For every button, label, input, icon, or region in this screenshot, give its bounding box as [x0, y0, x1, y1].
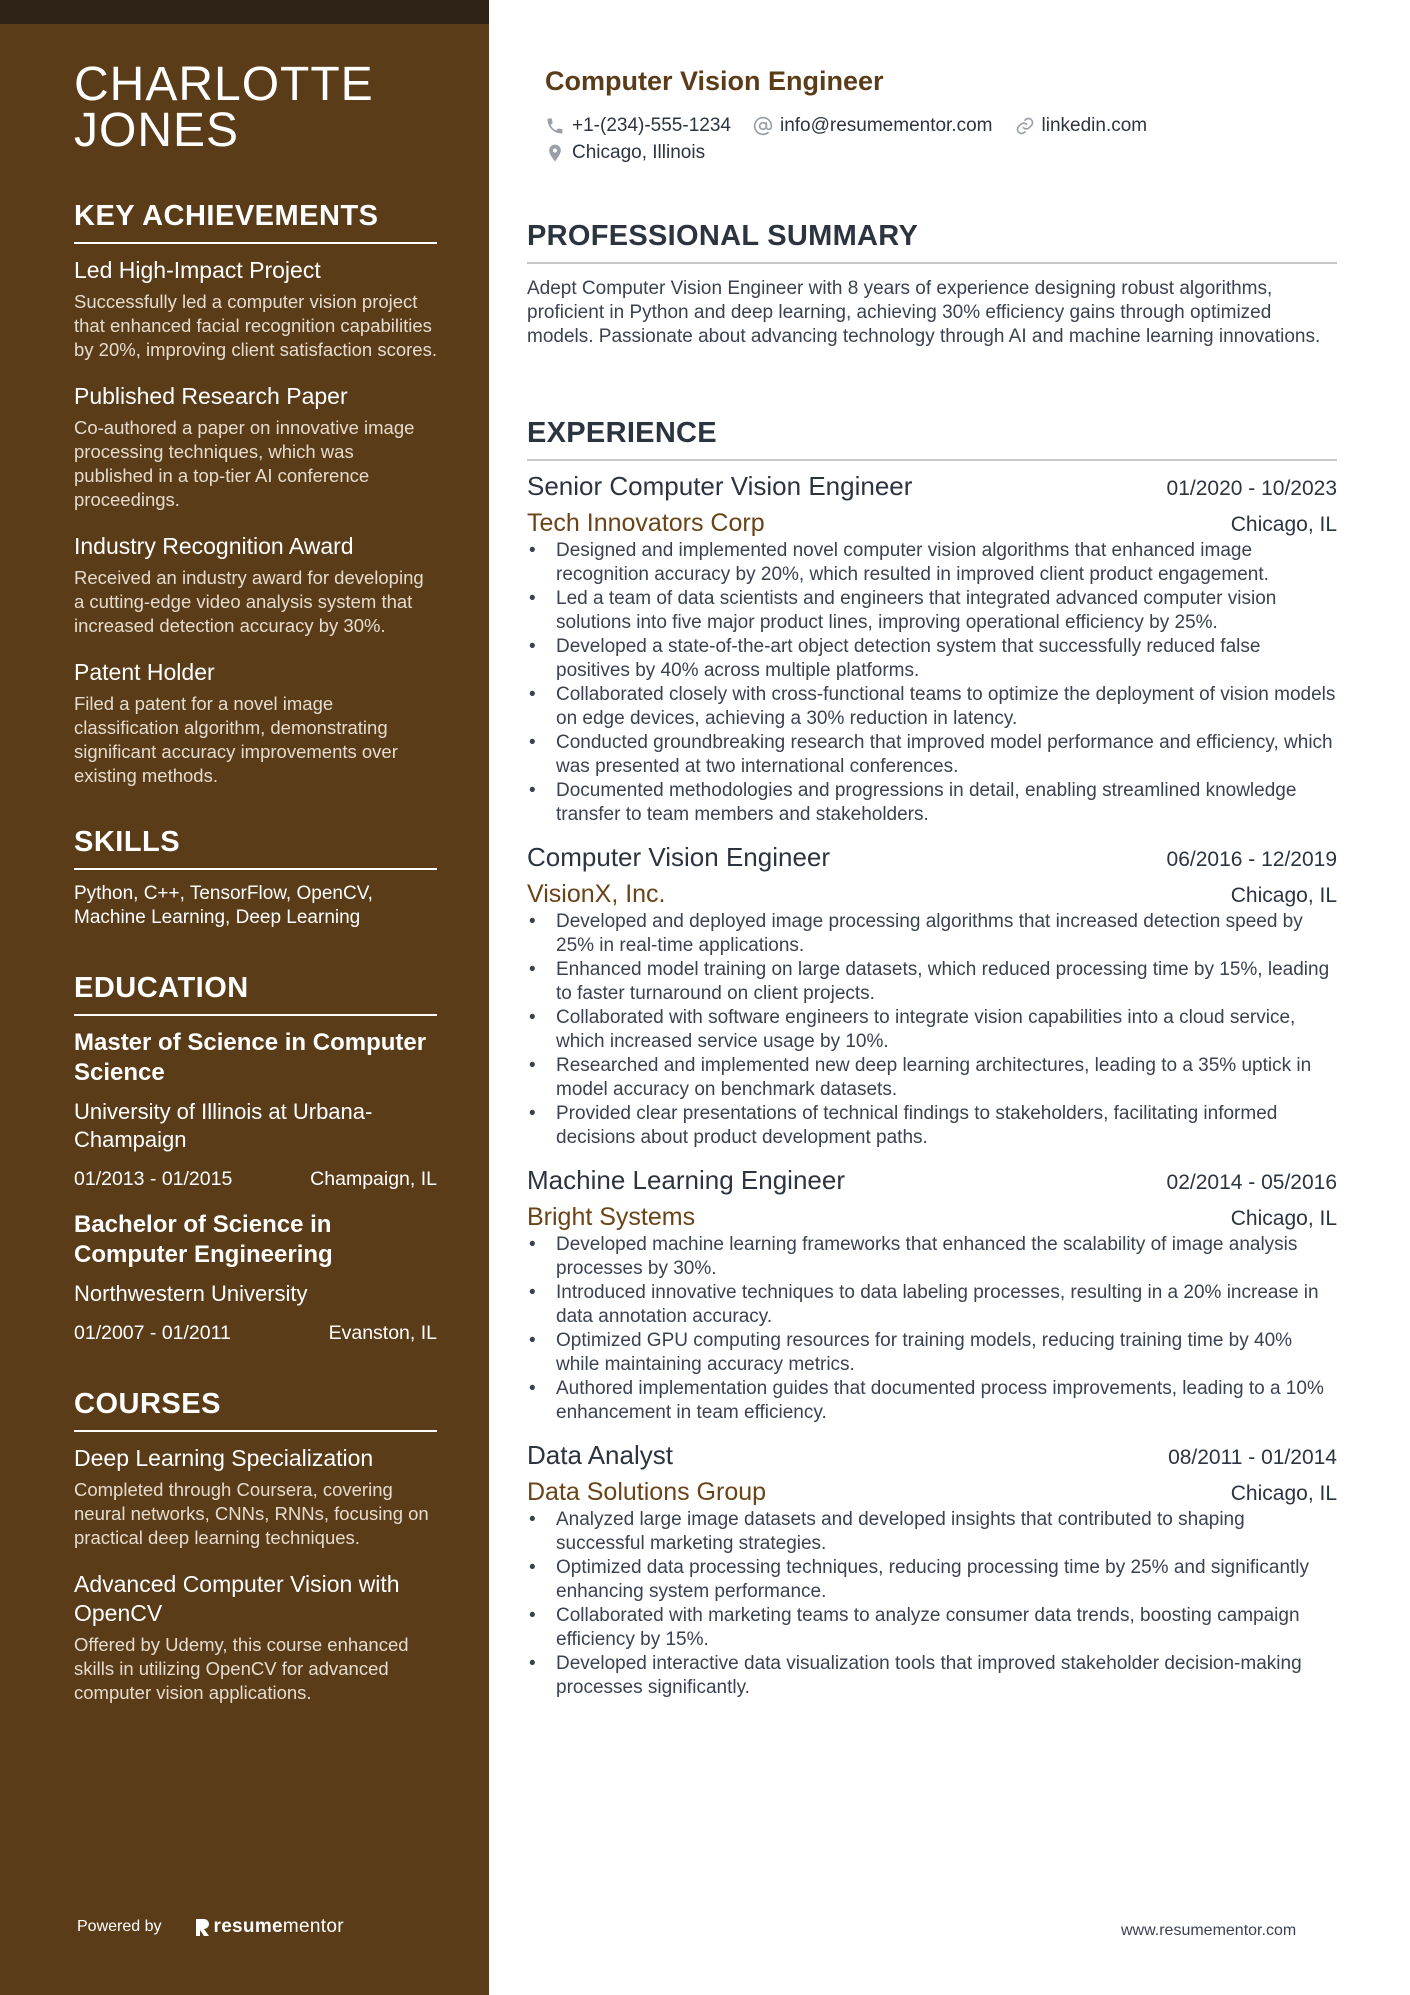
company-row	[527, 507, 1337, 539]
achievement-title: Published Research Paper	[74, 383, 348, 409]
contact-row	[545, 139, 1335, 166]
contact-row	[545, 112, 1335, 139]
education-heading: EDUCATION	[74, 970, 437, 1016]
job-header	[527, 1163, 1337, 1197]
bullet-item: • Provided clear presentations of technical findings to stakeholders, facilitating informed decisions about product development paths.	[527, 1102, 1337, 1150]
skills-heading: SKILLS	[74, 824, 437, 870]
name-line: JONES	[74, 104, 240, 157]
job-bullets	[527, 1508, 1337, 1700]
phone-icon	[545, 116, 565, 136]
link-icon	[1015, 116, 1035, 136]
bullet-item: • Collaborated with software engineers to integrate vision capabilities into a cloud service, which increased service usage by 10%.	[527, 1006, 1337, 1054]
job-company: Data Solutions Group	[527, 1478, 767, 1506]
achievement-item	[74, 658, 437, 788]
experience-list	[527, 469, 1337, 1713]
contact-linkedin[interactable]	[1015, 112, 1148, 139]
job-bullets	[527, 1233, 1337, 1425]
achievement-desc: Filed a patent for a novel image classification algorithm, demonstrating significant accuracy improvements over existing methods.	[74, 693, 398, 786]
education-degree: Master of Science in Computer Science	[74, 1029, 427, 1086]
experience-item	[527, 1163, 1337, 1425]
bullet-item: • Optimized data processing techniques, reducing processing time by 25% and significantly enhancing system performance.	[527, 1556, 1337, 1604]
bullet-item: • Developed a state-of-the-art object detection system that successfully reduced false positives by 40% across multiple platforms.	[527, 635, 1337, 683]
education-dates: 01/2007 - 01/2011	[74, 1322, 231, 1344]
course-item	[74, 1444, 437, 1550]
job-location: Chicago, IL	[1230, 1482, 1337, 1505]
bullet-item: • Researched and implemented new deep learning architectures, leading to a 35% uptick in model accuracy on benchmark datasets.	[527, 1054, 1337, 1102]
course-desc: Completed through Coursera, covering neural networks, CNNs, RNNs, focusing on practical deep learning techniques.	[74, 1479, 429, 1548]
job-dates: 08/2011 - 01/2014	[1168, 1446, 1337, 1469]
brand-logo[interactable]	[194, 1916, 344, 1938]
skills-section	[74, 824, 437, 930]
education-school: University of Illinois at Urbana-Champaign	[74, 1099, 373, 1152]
bullet-item: • Conducted groundbreaking research that improved model performance and efficiency, which was presented at two international conferences.	[527, 731, 1337, 779]
brand-light: mentor	[282, 1916, 344, 1937]
map-pin-icon	[545, 143, 565, 163]
bullet-item: • Enhanced model training on large datasets, which reduced processing time by 15%, leading to faster turnaround on client projects.	[527, 958, 1337, 1006]
bullet-item: • Developed interactive data visualization tools that improved stakeholder decision-making processes significantly.	[527, 1652, 1337, 1700]
education-item	[74, 1210, 437, 1346]
summary-text: Adept Computer Vision Engineer with 8 years of experience designing robust algorithms, proficient in Python and deep learning, achieving 30% efficiency gains through optimized models. Passionate about advancing technology through AI and machine learning innovations.	[527, 278, 1321, 347]
bullet-item: • Authored implementation guides that documented process improvements, leading to a 10% enhancement in team efficiency.	[527, 1377, 1337, 1425]
job-bullets	[527, 539, 1337, 827]
achievement-item	[74, 256, 437, 362]
courses-section	[74, 1386, 437, 1705]
summary-heading: PROFESSIONAL SUMMARY	[527, 218, 1337, 264]
education-degree: Bachelor of Science in Computer Engineering	[74, 1211, 333, 1268]
candidate-name	[74, 58, 437, 157]
sidebar-top-band	[0, 0, 489, 24]
email-text: info@resumementor.com	[779, 115, 993, 136]
job-header	[527, 840, 1337, 874]
bullet-item: • Collaborated closely with cross-functional teams to optimize the deployment of vision models on edge devices, achieving a 30% reduction in latency.	[527, 683, 1337, 731]
contact-phone[interactable]	[545, 112, 731, 139]
experience-item	[527, 1438, 1337, 1700]
experience-item	[527, 469, 1337, 827]
sidebar	[0, 0, 489, 1995]
contact-location	[545, 139, 705, 166]
courses-heading: COURSES	[74, 1386, 437, 1432]
job-company: VisionX, Inc.	[527, 880, 666, 908]
powered-by	[77, 1916, 344, 1938]
achievement-item	[74, 532, 437, 638]
job-location: Chicago, IL	[1230, 1207, 1337, 1230]
education-item	[74, 1028, 437, 1192]
sidebar-content	[74, 58, 437, 1705]
bullet-item: • Introduced innovative techniques to data labeling processes, resulting in a 20% increase in data annotation accuracy.	[527, 1281, 1337, 1329]
bullet-item: • Documented methodologies and progressions in detail, enabling streamlined knowledge transfer to team members and stakeholders.	[527, 779, 1337, 827]
job-header	[527, 1438, 1337, 1472]
contact-block	[545, 112, 1335, 166]
course-title: Advanced Computer Vision with OpenCV	[74, 1571, 400, 1626]
course-desc: Offered by Udemy, this course enhanced skills in utilizing OpenCV for advanced computer vision applications.	[74, 1634, 409, 1703]
achievement-title: Led High-Impact Project	[74, 257, 321, 283]
resumementor-logo-icon	[194, 1917, 210, 1937]
powered-by-label: Powered by	[77, 1918, 162, 1935]
achievement-item	[74, 382, 437, 512]
phone-text: +1-(234)-555-1234	[572, 115, 731, 136]
course-title: Deep Learning Specialization	[74, 1445, 374, 1471]
job-title: Computer Vision Engineer	[545, 66, 884, 96]
education-section	[74, 970, 437, 1346]
achievement-desc: Co-authored a paper on innovative image processing techniques, which was published in a top-tier AI conference proceedings.	[74, 417, 415, 510]
job-role: Data Analyst	[527, 1440, 673, 1470]
job-dates: 06/2016 - 12/2019	[1166, 848, 1337, 871]
bullet-item: • Collaborated with marketing teams to analyze consumer data trends, boosting campaign efficiency by 15%.	[527, 1604, 1337, 1652]
footer-website-link[interactable]: www.resumementor.com	[1121, 1922, 1297, 1939]
achievement-desc: Successfully led a computer vision project that enhanced facial recognition capabilities by 20%, improving client satisfaction scores.	[74, 291, 437, 360]
brand-bold: resume	[213, 1916, 283, 1937]
experience-heading: EXPERIENCE	[527, 415, 1337, 461]
job-location: Chicago, IL	[1230, 884, 1337, 907]
achievement-title: Patent Holder	[74, 659, 215, 685]
job-bullets	[527, 910, 1337, 1150]
job-dates: 02/2014 - 05/2016	[1166, 1171, 1337, 1194]
name-line: CHARLOTTE	[74, 58, 374, 111]
location-text: Chicago, Illinois	[572, 142, 706, 163]
linkedin-text: linkedin.com	[1041, 115, 1148, 136]
bullet-item: • Developed machine learning frameworks that enhanced the scalability of image analysis processes by 30%.	[527, 1233, 1337, 1281]
course-item	[74, 1570, 437, 1705]
job-location: Chicago, IL	[1230, 513, 1337, 536]
achievement-desc: Received an industry award for developing a cutting-edge video analysis system that increased detection accuracy by 30%.	[74, 567, 424, 636]
job-company: Bright Systems	[527, 1203, 696, 1231]
job-role: Machine Learning Engineer	[527, 1165, 845, 1195]
education-location: Champaign, IL	[310, 1168, 437, 1190]
company-row	[527, 1476, 1337, 1508]
skills-list: Python, C++, TensorFlow, OpenCV, Machine Learning, Deep Learning	[74, 883, 373, 928]
at-sign-icon	[753, 116, 773, 136]
bullet-item: • Analyzed large image datasets and developed insights that contributed to shaping successful marketing strategies.	[527, 1508, 1337, 1556]
job-role: Senior Computer Vision Engineer	[527, 471, 913, 501]
education-school: Northwestern University	[74, 1281, 308, 1306]
job-dates: 01/2020 - 10/2023	[1166, 477, 1337, 500]
achievements-heading: KEY ACHIEVEMENTS	[74, 198, 437, 244]
education-meta	[74, 1320, 437, 1346]
company-row	[527, 878, 1337, 910]
achievements-section	[74, 198, 437, 788]
education-location: Evanston, IL	[328, 1322, 437, 1344]
bullet-item: • Optimized GPU computing resources for training models, reducing training time by 40% while maintaining accuracy metrics.	[527, 1329, 1337, 1377]
job-header	[527, 469, 1337, 503]
education-meta	[74, 1166, 437, 1192]
achievement-title: Industry Recognition Award	[74, 533, 354, 559]
bullet-item: • Designed and implemented novel computer vision algorithms that enhanced image recognition accuracy by 20%, which resulted in improved client product engagement.	[527, 539, 1337, 587]
education-dates: 01/2013 - 01/2015	[74, 1168, 233, 1190]
job-role: Computer Vision Engineer	[527, 842, 831, 872]
contact-email[interactable]	[753, 112, 993, 139]
company-row	[527, 1201, 1337, 1233]
job-company: Tech Innovators Corp	[527, 509, 765, 537]
bullet-item: • Developed and deployed image processing algorithms that increased detection speed by 25% in real-time applications.	[527, 910, 1337, 958]
bullet-item: • Led a team of data scientists and engineers that integrated advanced computer vision solutions into five major product lines, improving operational efficiency by 25%.	[527, 587, 1337, 635]
experience-item	[527, 840, 1337, 1150]
